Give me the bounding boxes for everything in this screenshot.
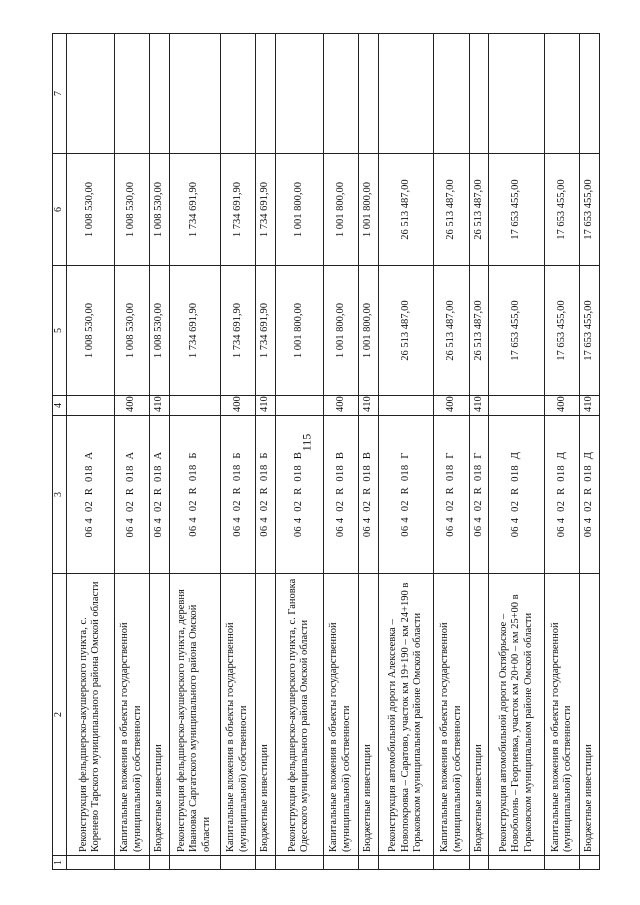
row-name-cell: Реконструкция автомобильной дороги Октябрьское – Новоболонь – Георгиевка, участок км 20+00 – км 25+00 в Горьковском муниципальном районе Омской области [489, 574, 545, 856]
row-value-6-cell: 26 513 487,00 [434, 154, 469, 266]
row-value-6-cell: 1 008 530,00 [149, 154, 169, 266]
row-name-cell: Капитальные вложения в объекты государственной (муниципальной) собственности [220, 574, 255, 856]
row-number-cell [323, 856, 358, 870]
table-row [149, 34, 169, 870]
row-value-6-cell: 17 653 455,00 [580, 154, 600, 266]
table-row [323, 34, 358, 870]
row-kvr-cell: 400 [434, 396, 469, 416]
row-code-cell: 06 4 02 R 018 Б [169, 416, 220, 574]
row-code-cell: 06 4 02 R 018 Д [489, 416, 545, 574]
table-row [169, 34, 220, 870]
row-value-7-cell [469, 34, 489, 154]
row-kvr-cell: 410 [149, 396, 169, 416]
row-value-5-cell: 1 734 691,90 [220, 266, 255, 396]
header-col-1: 1 [53, 856, 67, 870]
row-number-cell [275, 856, 323, 870]
row-value-7-cell [66, 34, 114, 154]
row-code-cell: 06 4 02 R 018 Г [378, 416, 434, 574]
row-value-6-cell: 1 008 530,00 [66, 154, 114, 266]
row-kvr-cell: 400 [323, 396, 358, 416]
row-value-7-cell [149, 34, 169, 154]
row-code-cell: 06 4 02 R 018 Г [469, 416, 489, 574]
header-col-3: 3 [53, 416, 67, 574]
row-value-5-cell: 1 008 530,00 [149, 266, 169, 396]
header-col-4: 4 [53, 396, 67, 416]
row-value-7-cell [256, 34, 276, 154]
row-code-cell: 06 4 02 R 018 Б [256, 416, 276, 574]
row-code-cell: 06 4 02 R 018 В [359, 416, 379, 574]
row-name-cell: Капитальные вложения в объекты государственной (муниципальной) собственности [544, 574, 579, 856]
row-value-7-cell [359, 34, 379, 154]
row-name-cell: Капитальные вложения в объекты государственной (муниципальной) собственности [434, 574, 469, 856]
row-value-7-cell [489, 34, 545, 154]
row-kvr-cell [275, 396, 323, 416]
table-row [489, 34, 545, 870]
row-value-5-cell: 26 513 487,00 [378, 266, 434, 396]
row-value-7-cell [114, 34, 149, 154]
row-name-cell: Бюджетные инвестиции [469, 574, 489, 856]
table-row [580, 34, 600, 870]
header-col-5: 5 [53, 266, 67, 396]
header-row [53, 34, 67, 870]
header-col-7: 7 [53, 34, 67, 154]
row-kvr-cell: 400 [220, 396, 255, 416]
row-name-cell: Реконструкция фельдшерско-акушерского пункта, с. Коренево Тарского муниципального района Омской области [66, 574, 114, 856]
row-number-cell [434, 856, 469, 870]
row-value-7-cell [275, 34, 323, 154]
row-number-cell [469, 856, 489, 870]
row-number-cell [489, 856, 545, 870]
row-value-6-cell: 1 001 800,00 [275, 154, 323, 266]
row-value-7-cell [169, 34, 220, 154]
row-value-5-cell: 1 734 691,90 [169, 266, 220, 396]
row-value-6-cell: 1 001 800,00 [323, 154, 358, 266]
row-code-cell: 06 4 02 R 018 В [323, 416, 358, 574]
row-kvr-cell: 410 [469, 396, 489, 416]
row-value-7-cell [434, 34, 469, 154]
row-name-cell: Реконструкция автомобильной дороги Алексеевка – Новопокровка – Саратово, участок км 19+190 – км 24+190 в Горьковском муниципальном районе Омской области [378, 574, 434, 856]
row-number-cell [114, 856, 149, 870]
table-row [434, 34, 469, 870]
table-row [256, 34, 276, 870]
rotated-page-content [52, 34, 600, 870]
row-value-6-cell: 1 734 691,90 [256, 154, 276, 266]
row-code-cell: 06 4 02 R 018 Д [544, 416, 579, 574]
row-value-6-cell: 17 653 455,00 [544, 154, 579, 266]
row-value-5-cell: 26 513 487,00 [469, 266, 489, 396]
row-value-5-cell: 1 001 800,00 [275, 266, 323, 396]
row-value-5-cell: 17 653 455,00 [489, 266, 545, 396]
row-value-6-cell: 17 653 455,00 [489, 154, 545, 266]
row-code-cell: 06 4 02 R 018 А [66, 416, 114, 574]
row-name-cell: Бюджетные инвестиции [580, 574, 600, 856]
row-name-cell: Капитальные вложения в объекты государственной (муниципальной) собственности [114, 574, 149, 856]
row-number-cell [359, 856, 379, 870]
row-kvr-cell: 400 [114, 396, 149, 416]
table-row [220, 34, 255, 870]
row-number-cell [149, 856, 169, 870]
row-number-cell [256, 856, 276, 870]
row-code-cell: 06 4 02 R 018 Г [434, 416, 469, 574]
row-value-6-cell: 1 734 691,90 [220, 154, 255, 266]
row-code-cell: 06 4 02 R 018 Б [220, 416, 255, 574]
header-col-6: 6 [53, 154, 67, 266]
row-kvr-cell [489, 396, 545, 416]
row-name-cell: Бюджетные инвестиции [149, 574, 169, 856]
row-value-5-cell: 17 653 455,00 [580, 266, 600, 396]
row-kvr-cell: 410 [580, 396, 600, 416]
row-number-cell [66, 856, 114, 870]
row-value-6-cell: 1 008 530,00 [114, 154, 149, 266]
row-code-cell: 06 4 02 R 018 Д [580, 416, 600, 574]
table-row [66, 34, 114, 870]
row-value-7-cell [544, 34, 579, 154]
row-value-6-cell: 26 513 487,00 [378, 154, 434, 266]
page-number: 115 [299, 433, 314, 452]
row-code-cell: 06 4 02 R 018 А [114, 416, 149, 574]
row-value-7-cell [323, 34, 358, 154]
header-col-2: 2 [53, 574, 67, 856]
row-value-5-cell: 1 001 800,00 [323, 266, 358, 396]
row-value-5-cell: 1 734 691,90 [256, 266, 276, 396]
row-value-7-cell [378, 34, 434, 154]
row-name-cell: Реконструкция фельдшерско-акушерского пункта, с. Гановка Одесского муниципального района Омской области [275, 574, 323, 856]
row-name-cell: Капитальные вложения в объекты государственной (муниципальной) собственности [323, 574, 358, 856]
table-row [275, 34, 323, 870]
row-number-cell [544, 856, 579, 870]
row-code-cell: 06 4 02 R 018 А [149, 416, 169, 574]
row-value-6-cell: 1 734 691,90 [169, 154, 220, 266]
row-value-5-cell: 1 008 530,00 [66, 266, 114, 396]
row-value-7-cell [580, 34, 600, 154]
row-name-cell: Реконструкция фельдшерско-акушерского пункта, деревня Ивановка Саргатского муниципального района Омской области [169, 574, 220, 856]
row-value-6-cell: 26 513 487,00 [469, 154, 489, 266]
row-value-5-cell: 1 008 530,00 [114, 266, 149, 396]
row-value-6-cell: 1 001 800,00 [359, 154, 379, 266]
row-kvr-cell: 400 [544, 396, 579, 416]
row-kvr-cell: 410 [256, 396, 276, 416]
row-value-5-cell: 1 001 800,00 [359, 266, 379, 396]
row-number-cell [169, 856, 220, 870]
table-row [469, 34, 489, 870]
table-row [544, 34, 579, 870]
row-value-5-cell: 26 513 487,00 [434, 266, 469, 396]
row-value-5-cell: 17 653 455,00 [544, 266, 579, 396]
budget-table [52, 33, 600, 870]
row-value-7-cell [220, 34, 255, 154]
row-kvr-cell: 410 [359, 396, 379, 416]
row-name-cell: Бюджетные инвестиции [359, 574, 379, 856]
row-name-cell: Бюджетные инвестиции [256, 574, 276, 856]
table-row [359, 34, 379, 870]
row-number-cell [580, 856, 600, 870]
row-kvr-cell [378, 396, 434, 416]
row-kvr-cell [169, 396, 220, 416]
row-number-cell [378, 856, 434, 870]
table-row [114, 34, 149, 870]
row-code-cell: 06 4 02 R 018 В [275, 416, 323, 574]
table-row [378, 34, 434, 870]
row-number-cell [220, 856, 255, 870]
row-kvr-cell [66, 396, 114, 416]
